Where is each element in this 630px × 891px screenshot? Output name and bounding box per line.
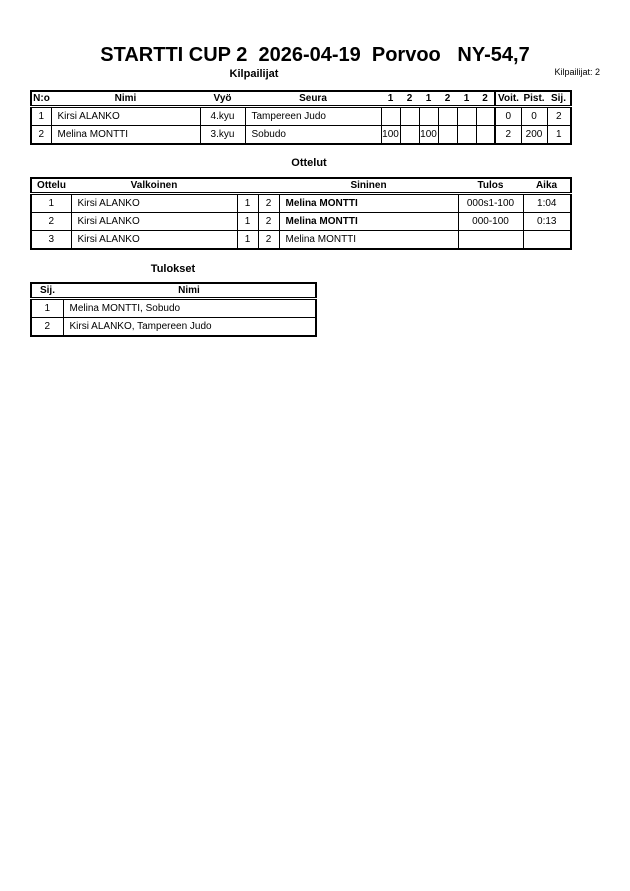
section-title-kilpailijat: Kilpailijat (229, 68, 279, 80)
cell-time: 1:04 (523, 194, 571, 213)
cell-place: 1 (31, 299, 63, 318)
col-header-name: Nimi (114, 93, 137, 104)
competitor-row (31, 107, 571, 126)
col-header-round2: 2 (406, 93, 413, 104)
cell-blue-no: 2 (258, 194, 279, 213)
cell-match-no: 1 (31, 194, 71, 213)
cell-white-no: 1 (237, 231, 258, 250)
col-header-round4: 2 (444, 93, 451, 104)
cell-time (523, 231, 571, 250)
col-header-match: Ottelu (37, 180, 66, 191)
results-table (30, 282, 317, 337)
col-header-club: Seura (299, 93, 327, 104)
col-header-round1: 1 (387, 93, 394, 104)
cell-white-name: Kirsi ALANKO (71, 213, 237, 231)
cell-club: Sobudo (245, 126, 381, 145)
cell-score-3 (419, 107, 438, 126)
col-header-white: Valkoinen (130, 180, 178, 191)
col-header-place: Sij. (550, 93, 566, 104)
col-header-blue: Sininen (350, 180, 387, 191)
cell-score-2 (400, 107, 419, 126)
cell-score-2 (400, 126, 419, 145)
competitor-row (31, 126, 571, 145)
cell-club: Tampereen Judo (245, 107, 381, 126)
col-header-place: Sij. (39, 285, 55, 296)
cell-name: Kirsi ALANKO (51, 107, 200, 126)
cell-wins: 0 (495, 107, 521, 126)
cell-white-no: 1 (237, 213, 258, 231)
competitors-count-label: Kilpailijat: 2 (554, 67, 600, 77)
cell-score-1 (381, 107, 400, 126)
cell-no: 1 (31, 107, 51, 126)
cell-name: Melina MONTTI, Sobudo (63, 299, 316, 318)
cell-name: Melina MONTTI (51, 126, 200, 145)
result-row (31, 318, 316, 337)
cell-blue-no: 2 (258, 213, 279, 231)
matches-table (30, 177, 572, 250)
cell-points: 200 (521, 126, 547, 145)
section-title-ottelut: Ottelut (291, 157, 327, 169)
cell-score-6 (476, 107, 495, 126)
cell-belt: 3.kyu (200, 126, 245, 145)
competitors-header-row (31, 91, 571, 107)
col-header-white-no (237, 178, 258, 194)
page-title: STARTTI CUP 2 2026-04-19 Porvoo NY-54,7 (100, 44, 530, 66)
col-header-round5: 1 (463, 93, 470, 104)
col-header-belt: Vyö (213, 93, 232, 104)
cell-no: 2 (31, 126, 51, 145)
col-header-round6: 2 (482, 93, 488, 104)
col-header-blue-no (258, 178, 279, 194)
cell-white-no: 1 (237, 194, 258, 213)
cell-score-6 (476, 126, 495, 145)
cell-white-name: Kirsi ALANKO (71, 231, 237, 250)
cell-result: 000s1-100 (458, 194, 523, 213)
match-row (31, 231, 571, 250)
results-header-row (31, 283, 316, 299)
col-header-round3: 1 (425, 93, 432, 104)
cell-blue-name: Melina MONTTI (279, 213, 458, 231)
col-header-wins: Voit. (495, 91, 521, 107)
cell-blue-name: Melina MONTTI (279, 194, 458, 213)
cell-score-4 (438, 107, 457, 126)
cell-result: 000-100 (458, 213, 523, 231)
cell-wins: 2 (495, 126, 521, 145)
cell-place: 2 (547, 107, 571, 126)
cell-score-1: 100 (381, 126, 400, 145)
cell-score-3: 100 (419, 126, 438, 145)
cell-score-5 (457, 126, 476, 145)
cell-score-5 (457, 107, 476, 126)
cell-points: 0 (521, 107, 547, 126)
result-row (31, 299, 316, 318)
col-header-no: N:o (33, 93, 50, 104)
col-header-name: Nimi (178, 285, 200, 296)
cell-score-4 (438, 126, 457, 145)
competitors-table (30, 90, 572, 145)
cell-place: 1 (547, 126, 571, 145)
cell-blue-name: Melina MONTTI (279, 231, 458, 250)
col-header-result: Tulos (477, 180, 504, 191)
cell-place: 2 (31, 318, 63, 337)
matches-header-row (31, 178, 571, 194)
cell-result (458, 231, 523, 250)
cell-match-no: 3 (31, 231, 71, 250)
cell-time: 0:13 (523, 213, 571, 231)
cell-name: Kirsi ALANKO, Tampereen Judo (63, 318, 316, 337)
match-row (31, 194, 571, 213)
cell-belt: 4.kyu (200, 107, 245, 126)
cell-blue-no: 2 (258, 231, 279, 250)
match-row (31, 213, 571, 231)
col-header-points: Pist. (523, 93, 545, 104)
col-header-time: Aika (535, 180, 558, 191)
cell-white-name: Kirsi ALANKO (71, 194, 237, 213)
cell-match-no: 2 (31, 213, 71, 231)
section-title-tulokset: Tulokset (150, 263, 196, 275)
